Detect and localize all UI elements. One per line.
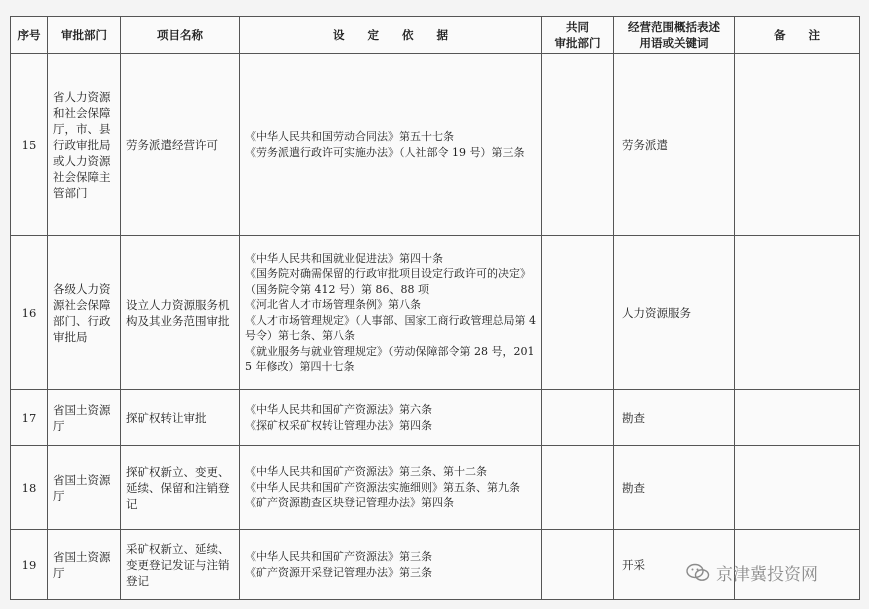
- cell-approval-dept: 省国土资源厅: [48, 446, 121, 530]
- document-page: [10, 16, 859, 600]
- cell-item-name: 劳务派遣经营许可: [121, 54, 240, 236]
- cell-item-name: 采矿权新立、延续、变更登记发证与注销登记: [121, 530, 240, 600]
- approval-items-table: [10, 16, 860, 600]
- wechat-icon: [686, 563, 710, 583]
- cell-legal-basis: 《中华人民共和国矿产资源法》第三条 《矿产资源开采登记管理办法》第三条: [240, 530, 542, 600]
- cell-serial: 18: [11, 446, 48, 530]
- cell-approval-dept: 省国土资源厅: [48, 530, 121, 600]
- cell-scope-keywords: 勘查: [614, 390, 735, 446]
- cell-remark: [735, 390, 860, 446]
- cell-legal-basis: 《中华人民共和国矿产资源法》第六条 《探矿权采矿权转让管理办法》第四条: [240, 390, 542, 446]
- cell-item-name: 探矿权新立、变更、延续、保留和注销登记: [121, 446, 240, 530]
- cell-joint-dept: [542, 236, 614, 390]
- cell-remark: [735, 446, 860, 530]
- cell-serial: 15: [11, 54, 48, 236]
- cell-scope-keywords: 勘查: [614, 446, 735, 530]
- cell-item-name: 探矿权转让审批: [121, 390, 240, 446]
- cell-joint-dept: [542, 530, 614, 600]
- cell-legal-basis: 《中华人民共和国就业促进法》第四十条 《国务院对确需保留的行政审批项目设定行政许可的决定》（国务院令第 412 号）第 86、88 项 《河北省人才市场管理条例》第八条 《人才市场管理规定》（人事部、国家工商行政管理总局第 4 号令）第七条、第八条 《就业服务与就业管理规定》（劳动保障部令第 28 号，2015 年修改）第四十七条: [240, 236, 542, 390]
- cell-serial: 17: [11, 390, 48, 446]
- header-scope-keywords: 经营范围概括表述 用语或关键词: [614, 17, 735, 54]
- cell-remark: [735, 54, 860, 236]
- table-row: [11, 446, 860, 530]
- header-serial: 序号: [11, 17, 48, 54]
- cell-serial: 16: [11, 236, 48, 390]
- cell-joint-dept: [542, 390, 614, 446]
- cell-serial: 19: [11, 530, 48, 600]
- cell-legal-basis: 《中华人民共和国矿产资源法》第三条、第十二条 《中华人民共和国矿产资源法实施细则》第五条、第九条 《矿产资源勘查区块登记管理办法》第四条: [240, 446, 542, 530]
- cell-scope-keywords: 开采: [614, 530, 735, 600]
- cell-approval-dept: 各级人力资源社会保障部门、行政审批局: [48, 236, 121, 390]
- watermark: [686, 560, 818, 585]
- table-row: [11, 390, 860, 446]
- cell-approval-dept: 省人力资源和社会保障厅，市、县行政审批局或人力资源社会保障主管部门: [48, 54, 121, 236]
- cell-scope-keywords: 人力资源服务: [614, 236, 735, 390]
- cell-approval-dept: 省国土资源厅: [48, 390, 121, 446]
- header-approval-dept: 审批部门: [48, 17, 121, 54]
- table-row: [11, 54, 860, 236]
- table-header-row: [11, 17, 860, 54]
- cell-joint-dept: [542, 446, 614, 530]
- cell-item-name: 设立人力资源服务机构及其业务范围审批: [121, 236, 240, 390]
- cell-scope-keywords: 劳务派遣: [614, 54, 735, 236]
- cell-remark: [735, 236, 860, 390]
- table-row: [11, 236, 860, 390]
- watermark-text: 京津冀投资网: [716, 565, 818, 585]
- cell-joint-dept: [542, 54, 614, 236]
- header-joint-dept: 共同 审批部门: [542, 17, 614, 54]
- header-legal-basis: 设 定 依 据: [240, 17, 542, 54]
- cell-legal-basis: 《中华人民共和国劳动合同法》第五十七条 《劳务派遣行政许可实施办法》（人社部令 19 号）第三条: [240, 54, 542, 236]
- header-remark: 备 注: [735, 17, 860, 54]
- header-item-name: 项目名称: [121, 17, 240, 54]
